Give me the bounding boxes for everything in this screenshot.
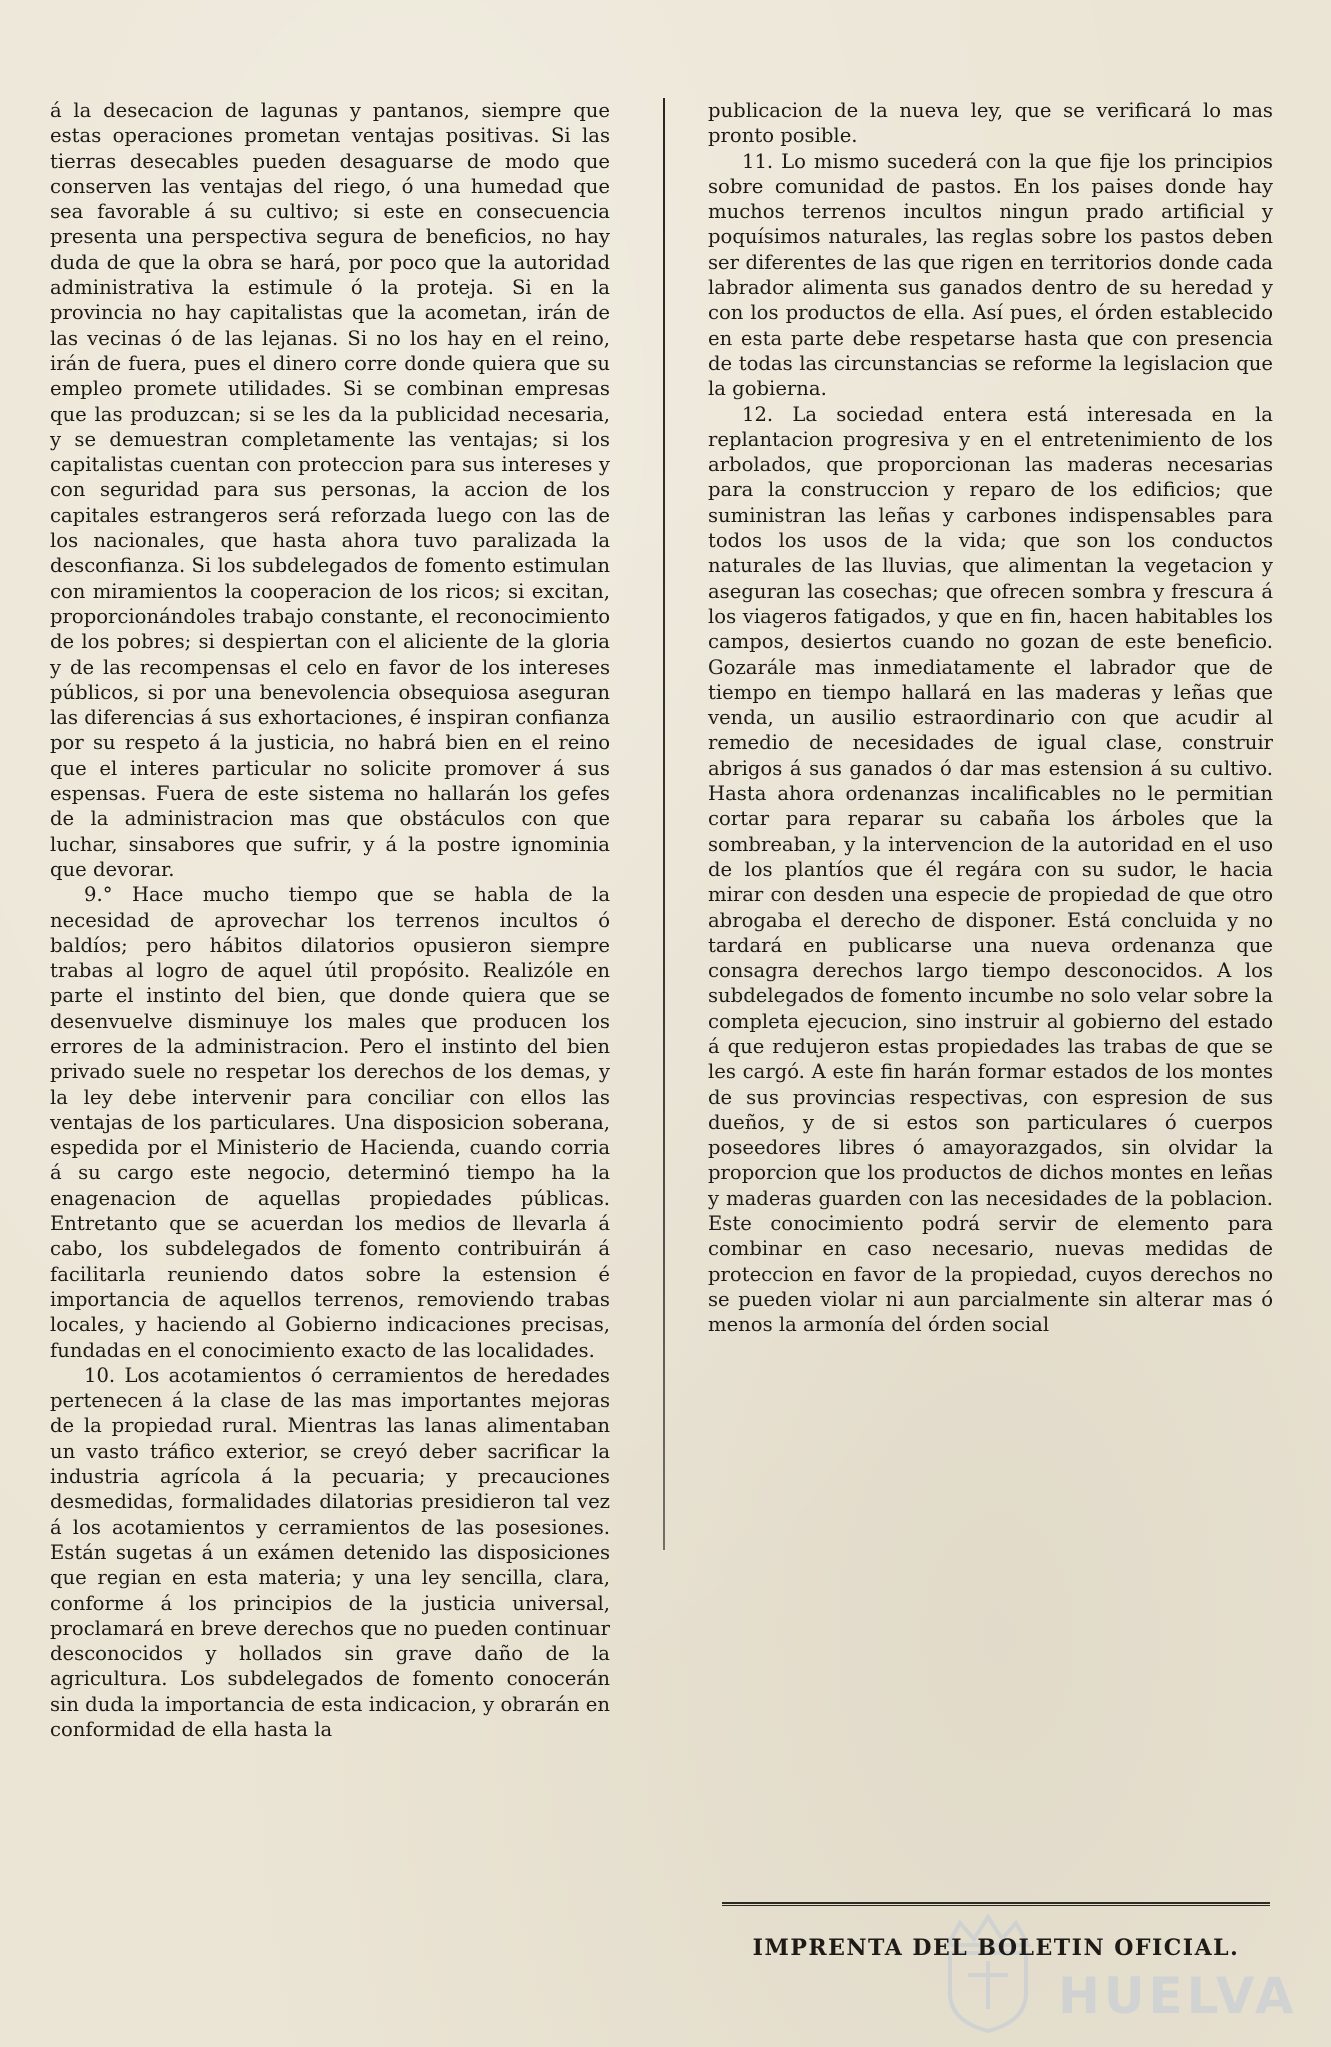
- footer-rule: [722, 1902, 1270, 1904]
- imprint-line: IMPRENTA DEL BOLETIN OFICIAL.: [752, 1935, 1240, 1961]
- crown-shield-icon: [928, 1905, 1048, 2035]
- left-paragraph-1: á la desecacion de lagunas y pantanos, siempre que estas operaciones prometan ventajas positivas. Si las tierras desecables pueden desaguarse de modo que conserven las ventajas del riego, ó una humedad que sea favorable á su cultivo; si este en consecuencia presenta una perspectiva segura de beneficios, no hay duda de que la obra se hará, por poco que la autoridad administrativa la estimule ó la proteja. Si en la provincia no hay capitalistas que la acometan, irán de las vecinas ó de las lejanas. Si no los hay en el reino, irán de fuera, pues el dinero corre donde quiera que su empleo promete utilidades. Si se combinan empresas que las produzcan; si se les da la publicidad necesaria, y se demuestran completamente las ventajas; si los capitalistas cuentan con proteccion para sus intereses y con seguridad para sus personas, la accion de los capitales estrangeros será reforzada luego con las de los nacionales, que hasta ahora tuvo paralizada la desconfianza. Si los subdelegados de fomento estimulan con miramientos la cooperacion de los ricos; si excitan, proporcionándoles trabajo constante, el reconocimiento de los pobres; si despiertan con el aliciente de la gloria y de las recompensas el celo en favor de los intereses públicos, si por una benevolencia obsequiosa aseguran las diferencias á sus exhortaciones, é inspiran confianza por su respeto á la justicia, no habrá bien en el reino que el interes particular no solicite promover á sus espensas. Fuera de este sistema no hallarán los gefes de la administracion mas que obstáculos con que luchar, sinsabores que sufrir, y á la postre ignominia que devorar.: [50, 99, 610, 881]
- left-column: [50, 98, 610, 1742]
- right-paragraph-2: 11. Lo mismo sucederá con la que fije los principios sobre comunidad de pastos. En los paises donde hay muchos terrenos incultos ningun prado artificial y poquísimos naturales, las reglas sobre los pastos deben ser diferentes de las que rigen en territorios donde cada labrador alimenta sus ganados dentro de su heredad y con los productos de ella. Así pues, el órden establecido en esta parte debe respetarse hasta que con presencia de todas las circunstancias se reforme la legislacion que la gobierna.: [708, 149, 1273, 401]
- column-divider: [663, 98, 665, 1550]
- left-paragraph-3: 10. Los acotamientos ó cerramientos de heredades pertenecen á la clase de las mas importantes mejoras de la propiedad rural. Mientras las lanas alimentaban un vasto tráfico exterior, se creyó deber sacrificar la industria agrícola á la pecuaria; y precauciones desmedidas, formalidades dilatorias presidieron tal vez á los acotamientos y cerramientos de las posesiones. Están sugetas á un exámen detenido las disposiciones que regian en esta materia; y una ley sencilla, clara, conforme á los principios de la justicia universal, proclamará en breve derechos que no pueden continuar desconocidos y hollados sin grave daño de la agricultura. Los subdelegados de fomento conocerán sin duda la importancia de esta indicacion, y obrarán en conformidad de ella hasta la: [50, 1363, 610, 1741]
- right-paragraph-3: 12. La sociedad entera está interesada en la replantacion progresiva y en el entretenimiento de los arbolados, que proporcionan las maderas necesarias para la construccion y reparo de los edificios; que suministran las leñas y carbones indispensables para todos los usos de la vida; que son los conductos naturales de las lluvias, que alimentan la vegetacion y aseguran las cosechas; que ofrecen sombra y frescura á los viageros fatigados, y que en fin, hacen habitables los campos, desiertos cuando no gozan de este beneficio. Gozarále mas inmediatamente el labrador que de tiempo en tiempo hallará en las maderas y leñas que venda, un ausilio estraordinario con que acudir al remedio de necesidades de igual clase, construir abrigos á sus ganados ó dar mas estension á su cultivo. Hasta ahora ordenanzas incalificables no le permitian cortar para reparar su cabaña los árboles que la sombreaban, y la intervencion de la autoridad en el uso de los plantíos que él regára con su sudor, le hacia mirar con desden una especie de propiedad de que otro abrogaba el derecho de disponer. Está concluida y no tardará en publicarse una nueva ordenanza que consagra derechos largo tiempo desconocidos. A los subdelegados de fomento incumbe no solo velar sobre la completa ejecucion, sino instruir al gobierno del estado á que redujeron estas propiedades las trabas de que se les cargó. A este fin harán formar estados de los montes de sus provincias respectivas, con espresion de sus dueños, y de si estos son particulares ó cuerpos poseedores libres ó amayorazgados, sin olvidar la proporcion que los productos de dichos montes en leñas y maderas guarden con las necesidades de la poblacion. Este conocimiento podrá servir de elemento para combinar en caso necesario, nuevas medidas de proteccion en favor de la propiedad, cuyos derechos no se pueden violar ni aun parcialmente sin alterar mas ó menos la armonía del órden social: [708, 402, 1273, 1337]
- right-column: [708, 98, 1273, 1338]
- right-paragraph-1: publicacion de la nueva ley, que se verificará lo mas pronto posible.: [708, 99, 1273, 148]
- watermark-text: HUELVA: [1058, 1967, 1298, 2025]
- archive-watermark: [928, 1905, 1298, 2035]
- left-paragraph-2: 9.° Hace mucho tiempo que se habla de la necesidad de aprovechar los terrenos incultos ó baldíos; pero hábitos dilatorios opusieron siempre trabas al logro de aquel útil propósito. Realizóle en parte el instinto del bien, que donde quiera que se desenvuelve disminuye los males que producen los errores de la administracion. Pero el instinto del bien privado suele no respetar los derechos de los demas, y la ley debe intervenir para conciliar con ellos las ventajas de los particulares. Una disposicion soberana, espedida por el Ministerio de Hacienda, cuando corria á su cargo este negocio, determinó tiempo ha la enagenacion de aquellas propiedades públicas. Entretanto que se acuerdan los medios de llevarla á cabo, los subdelegados de fomento contribuirán á facilitarla reuniendo datos sobre la estension é importancia de aquellos terrenos, removiendo trabas locales, y haciendo al Gobierno indicaciones precisas, fundadas en el conocimiento exacto de las localidades.: [50, 883, 610, 1362]
